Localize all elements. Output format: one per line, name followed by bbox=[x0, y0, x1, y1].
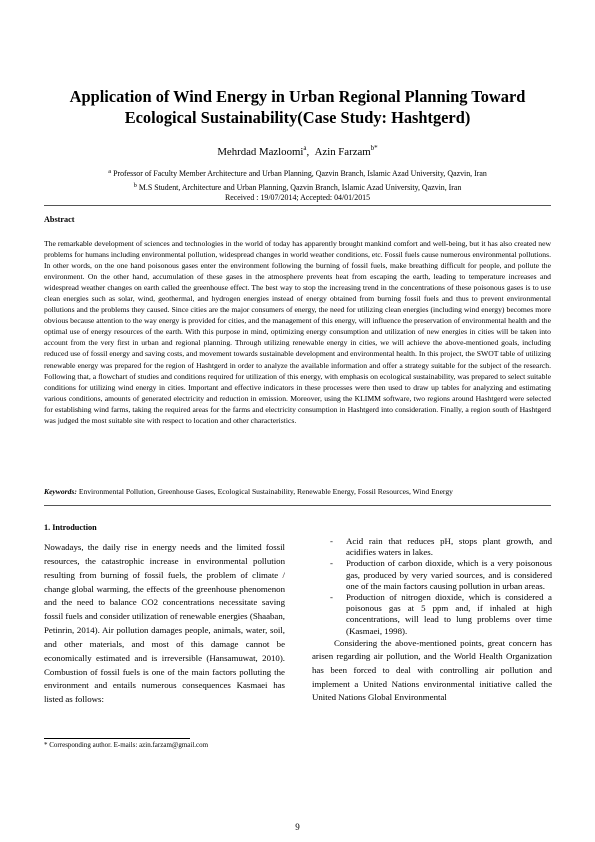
author-list: Mehrdad Mazloomi$^a$, Azin Farzam$^{b*}$ bbox=[217, 144, 378, 158]
abstract-heading: Abstract bbox=[44, 215, 75, 224]
page-number: 9 bbox=[295, 822, 300, 832]
list-item bbox=[312, 592, 552, 637]
corresponding-author-footnote: * Corresponding author. E-mails: azin.farzam@gmail.com bbox=[44, 741, 209, 749]
title-line-2: Ecological Sustainability(Case Study: Hashtgerd) bbox=[124, 108, 471, 127]
received-accepted-dates: Received : 19/07/2014; Accepted: 04/01/2015 bbox=[224, 193, 371, 202]
paper-title bbox=[40, 86, 555, 128]
affiliation-b bbox=[40, 181, 555, 193]
affiliation-b-text: M.S Student, Architecture and Urban Planning, Qazvin Branch, Islamic Azad University, Qazvin, Iran bbox=[138, 183, 462, 192]
abstract-top-rule bbox=[44, 205, 551, 206]
list-item bbox=[312, 536, 552, 558]
title-line-1: Application of Wind Energy in Urban Regional Planning Toward bbox=[69, 87, 526, 106]
keywords-text: Environmental Pollution, Greenhouse Gases, Ecological Sustainability, Renewable Energy, Fossil Resources, Wind Energy bbox=[78, 487, 453, 496]
introduction-left-column: Nowadays, the daily rise in energy needs and the limited fossil resources, the catastrophic increase in environmental pollution resulting from burning of fossil fuels, the problem of climate / change global warming, the effects of the greenhouse phenomenon and the need to balance CO2 concentrations necessitate saving fossil fuels and consider utilization of renewable energies (Shaaban, Petinrin, 2014). Air pollution damages people, animals, water, soil, and other materials, and most of this damage cannot be economically estimated and is irreversible (Hansamuwat, 2010). Combustion of fossil fuels is one of the main factors polluting the environment and entails numerous consequences Kasmaei has listed as follows: bbox=[44, 542, 285, 705]
author-name-2: Azin Farzam bbox=[314, 146, 371, 158]
keywords: Keywords: Environmental Pollution, Greenhouse Gases, Ecological Sustainability, Renewable Energy, Fossil Resources, Wind Energy bbox=[44, 487, 453, 496]
abstract-bottom-rule bbox=[44, 505, 551, 506]
list-item bbox=[312, 558, 552, 592]
list-dash: - bbox=[330, 592, 333, 603]
affiliation-a-text: Professor of Faculty Member Architecture and Urban Planning, Qazvin Branch, Islamic Azad University, Qazvin, Iran bbox=[113, 169, 487, 178]
keywords-label: Keywords bbox=[44, 487, 75, 496]
list-item-text: Production of carbon dioxide, which is a very poisonous gas, produced by very varied sources, and is considered one of the main factors causing pollution in urban areas. bbox=[346, 558, 552, 591]
consequence-list bbox=[312, 536, 552, 637]
list-item-text: Production of nitrogen dioxide, which is considered a poisonous gas at 5 ppm and, if inhaled at high concentrations, will lead to lung problems over time (Kasmaei, 1998). bbox=[346, 592, 552, 636]
introduction-continuation: Considering the above-mentioned points, great concern has arisen regarding air pollution, and the World Health Organization has been forced to deal with controlling air pollution and implement a United Nations environmental initiative called the United Nations Global Environmental bbox=[312, 637, 552, 703]
section-heading-introduction: 1. Introduction bbox=[44, 523, 97, 532]
affiliation-a bbox=[40, 167, 555, 179]
affiliation-b-mark: b bbox=[133, 182, 137, 189]
introduction-right-column bbox=[312, 536, 552, 705]
abstract-text: The remarkable development of sciences and technologies in the world of today has apparently brought mankind comfort and well-being, but it has also created new problems for humans including environmental pollution, widespread changes in world weather conditions, etc. Fossil fuels cause numerous environmental pollutions. In other words, on the one hand poisonous gases enter the environment following the burning of fossil fuels, make breathing difficult for people, and pollute the environment. On the other hand, accumulation of these gases in the atmosphere prevents heat from escaping the earth, leading to temperature increases and widespread weather changes on earth called the greenhouse effect. The best way to stop the increasing trend in the concentrations of these poisonous gases is to use clean energies such as solar, wind, geothermal, and hydrogen energies instead of energy obtained from burning fossil fuels and thus to prevent environmental pollutions and the problems they caused. Since cities are the major consumers of energy, the need for utilizing clean energies (including wind energy) becomes more obvious because attention to the way energy is provided for cities, and the management of this energy, will influence the preservation of environmental health and the optimal use of energy resources of the earth. With this purpose in mind, optimizing energy consumption and utilization of new energies in cities will be taken into account from the very first in urban and regional planning. Through utilizing renewable energy in cities, we will achieve the above-mentioned goals, including reduced use of fossil energy and saving costs, and movement towards sustainable development and environmental health. In this project, the SWOT table of utilizing renewable energy was prepared for the region of Hashtgerd in order to analyze the available information and offer a strategy suitable for the subject of the research. Following that, a flowchart of studies and conditions required for utilization of this energy, with emphasis on ecological sustainability, was prepared to select suitable conditions for utilizing wind energy in cities. Important and effective indicators in these processes were then used to draw up tables for analyzing and estimating various conditions, amounts of generated electricity and reduction in emission. Moreover, using the KLIMM software, two regions around Hashtgerd were selected for establishing wind farms, taking the required areas for the farms and electricity consumption in Hashtgerd into consideration. Finally, a region south of Hashtgerd was judged the most suitable site with respect to location and other characteristics. bbox=[44, 239, 551, 425]
list-item-text: Acid rain that reduces pH, stops plant growth, and acidifies waters in lakes. bbox=[346, 536, 552, 558]
affiliation-a-mark: a bbox=[108, 168, 112, 175]
author-1-affiliation-mark: a bbox=[303, 144, 307, 152]
author-name-1: Mehrdad Mazloomi bbox=[217, 146, 304, 158]
footnote-rule bbox=[44, 738, 190, 739]
list-dash: - bbox=[330, 558, 333, 569]
author-2-affiliation-mark: b* bbox=[370, 144, 378, 152]
list-dash: - bbox=[330, 536, 333, 546]
